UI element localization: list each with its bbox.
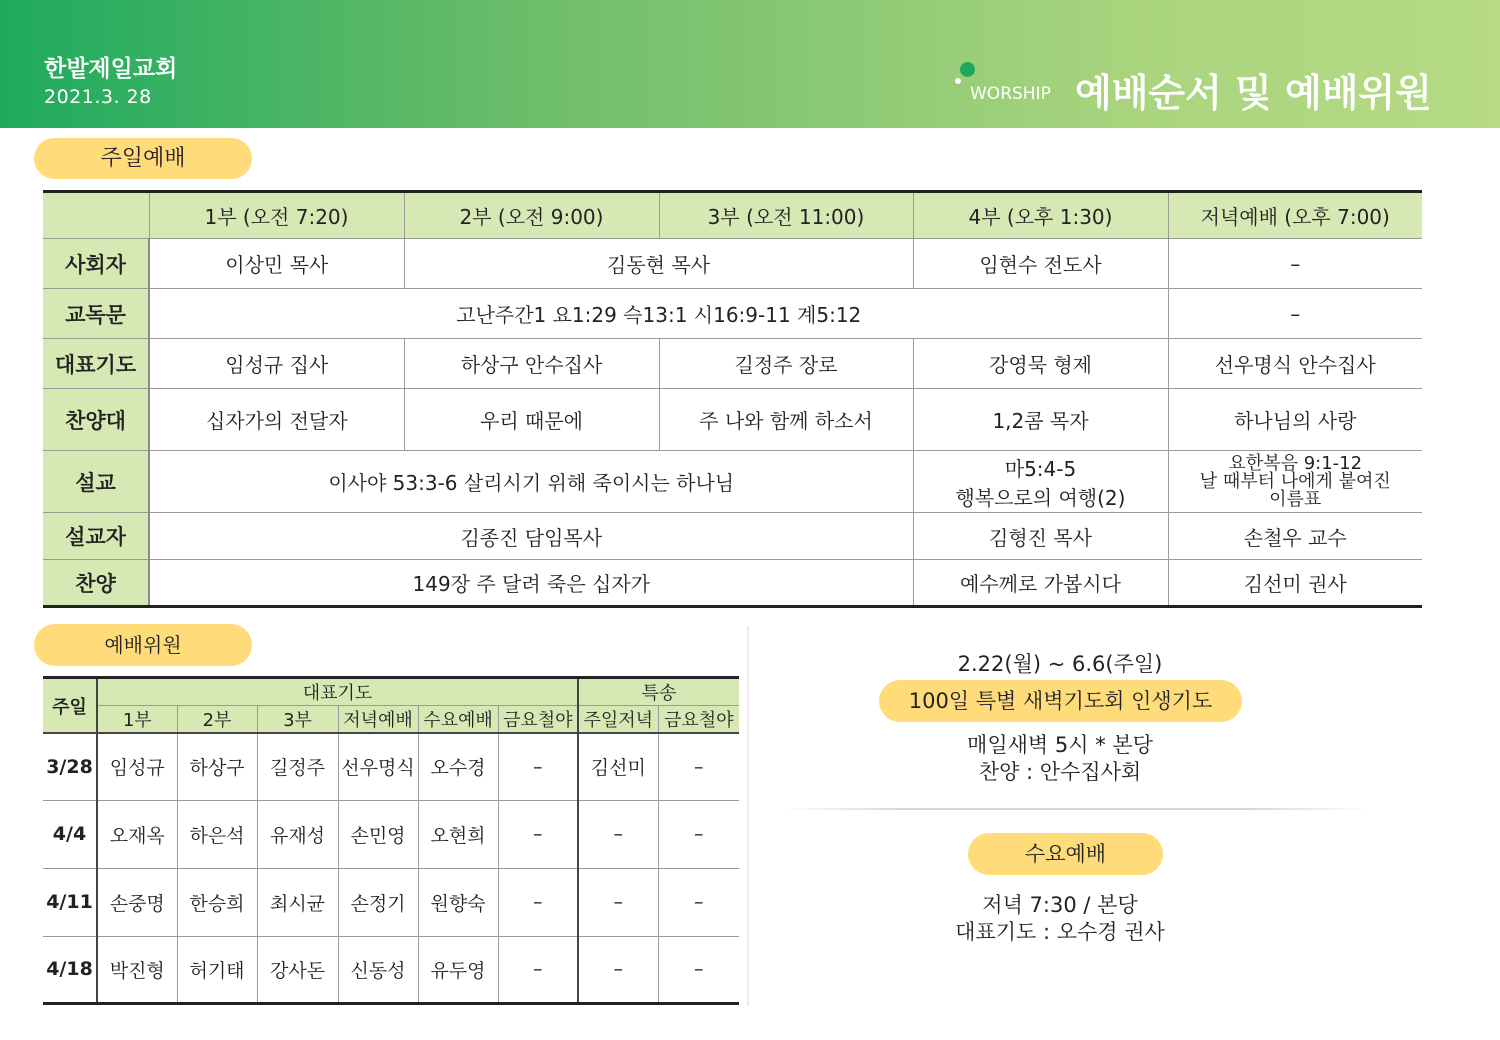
row-label: 설교자 bbox=[43, 513, 149, 560]
cell: – bbox=[498, 936, 578, 1003]
table-row bbox=[43, 733, 739, 800]
cell: 오재옥 bbox=[97, 800, 177, 868]
table-row bbox=[43, 800, 739, 868]
page-title: 예배순서 및 예배위원 bbox=[1075, 71, 1432, 115]
cell: – bbox=[658, 936, 739, 1003]
cell: 임현수 전도사 bbox=[913, 239, 1168, 289]
dawn-praise: 찬양 : 안수집사회 bbox=[978, 760, 1142, 784]
cell: 손정기 bbox=[338, 868, 418, 936]
cell: 이상민 목사 bbox=[149, 239, 404, 289]
column-header: 3부 (오전 11:00) bbox=[659, 192, 913, 239]
cell: 149장 주 달려 죽은 십자가 bbox=[149, 560, 913, 607]
cell: 손철우 교수 bbox=[1168, 513, 1422, 560]
cell: 1,2콤 목자 bbox=[913, 389, 1168, 451]
table-row bbox=[43, 239, 1422, 289]
column-header: 저녁예배 (오후 7:00) bbox=[1168, 192, 1422, 239]
vertical-divider bbox=[747, 626, 749, 1006]
cell: 하상구 안수집사 bbox=[404, 339, 659, 389]
column-header: 3부 bbox=[257, 706, 338, 734]
column-header: 금요철야 bbox=[658, 706, 739, 734]
sermon-title: 이름표 bbox=[1269, 488, 1322, 510]
cell: – bbox=[1168, 239, 1422, 289]
cell: 유두영 bbox=[418, 936, 498, 1003]
sermon-text: 요한복음 9:1-12 bbox=[1228, 452, 1363, 474]
column-header: 대표기도 bbox=[97, 678, 578, 706]
cell: 손중명 bbox=[97, 868, 177, 936]
table-row bbox=[43, 936, 739, 1003]
column-header: 금요철야 bbox=[498, 706, 578, 734]
cell: 한승희 bbox=[177, 868, 257, 936]
table-row bbox=[43, 289, 1422, 339]
cell: 오수경 bbox=[418, 733, 498, 800]
cell: 최시균 bbox=[257, 868, 338, 936]
table-header-row bbox=[43, 706, 739, 734]
cell: – bbox=[578, 868, 658, 936]
table-row bbox=[43, 560, 1422, 607]
sunday-worship-pill: 주일예배 bbox=[34, 138, 252, 179]
cell: 우리 때문에 bbox=[404, 389, 659, 451]
table-row bbox=[43, 389, 1422, 451]
header-banner bbox=[0, 0, 1500, 128]
cell: 하상구 bbox=[177, 733, 257, 800]
cell: – bbox=[658, 868, 739, 936]
white-dot-icon bbox=[955, 78, 961, 84]
horizontal-divider bbox=[780, 808, 1370, 810]
cell: 길정주 장로 bbox=[659, 339, 913, 389]
row-label: 대표기도 bbox=[43, 339, 149, 389]
column-header: 1부 bbox=[97, 706, 177, 734]
column-header: 수요예배 bbox=[418, 706, 498, 734]
cell: 길정주 bbox=[257, 733, 338, 800]
column-header: 저녁예배 bbox=[338, 706, 418, 734]
row-label: 찬양 bbox=[43, 560, 149, 607]
cell: 오현희 bbox=[418, 800, 498, 868]
bulletin-date: 2021.3. 28 bbox=[44, 86, 152, 108]
cell bbox=[1168, 451, 1422, 513]
committee-pill: 예배위원 bbox=[34, 624, 252, 666]
cell: 김형진 목사 bbox=[913, 513, 1168, 560]
date-cell: 3/28 bbox=[43, 733, 97, 800]
table-row bbox=[43, 513, 1422, 560]
cell: – bbox=[498, 733, 578, 800]
cell: – bbox=[658, 733, 739, 800]
table-header-row bbox=[43, 192, 1422, 239]
dawn-period: 2.22(월) ~ 6.6(주일) bbox=[957, 652, 1163, 676]
column-header: 주일 bbox=[43, 678, 97, 734]
cell: 임성규 집사 bbox=[149, 339, 404, 389]
row-label: 찬양대 bbox=[43, 389, 149, 451]
green-dot-icon bbox=[960, 62, 975, 77]
wednesday-worship-pill: 수요예배 bbox=[968, 833, 1163, 875]
dawn-time: 매일새벽 5시 * 본당 bbox=[967, 733, 1153, 757]
column-header: 2부 bbox=[177, 706, 257, 734]
cell: 김동현 목사 bbox=[404, 239, 913, 289]
cell: 하은석 bbox=[177, 800, 257, 868]
cell: 임성규 bbox=[97, 733, 177, 800]
sermon-title: 행복으로의 여행(2) bbox=[955, 485, 1126, 510]
sermon-text: 마5:4-5 bbox=[1004, 456, 1077, 481]
cell: – bbox=[498, 868, 578, 936]
cell: 십자가의 전달자 bbox=[149, 389, 404, 451]
cell: 원향숙 bbox=[418, 868, 498, 936]
cell: 예수께로 가봅시다 bbox=[913, 560, 1168, 607]
cell: 선우명식 bbox=[338, 733, 418, 800]
cell: 손민영 bbox=[338, 800, 418, 868]
cell: 하나님의 사랑 bbox=[1168, 389, 1422, 451]
cell: 선우명식 안수집사 bbox=[1168, 339, 1422, 389]
church-name: 한밭제일교회 bbox=[44, 56, 178, 82]
dawn-prayer-pill: 100일 특별 새벽기도회 인생기도 bbox=[879, 680, 1242, 722]
cell: 고난주간1 요1:29 슥13:1 시16:9-11 계5:12 bbox=[149, 289, 1168, 339]
sunday-schedule-table bbox=[43, 190, 1422, 608]
cell bbox=[913, 451, 1168, 513]
worship-label: WORSHIP bbox=[970, 84, 1051, 104]
column-header: 특송 bbox=[578, 678, 739, 706]
row-label: 교독문 bbox=[43, 289, 149, 339]
sermon-title: 날 때부터 나에게 붙여진 bbox=[1199, 470, 1391, 492]
cell: 강영묵 형제 bbox=[913, 339, 1168, 389]
cell: 허기태 bbox=[177, 936, 257, 1003]
cell: 김종진 담임목사 bbox=[149, 513, 913, 560]
row-label: 사회자 bbox=[43, 239, 149, 289]
cell: 박진형 bbox=[97, 936, 177, 1003]
cell: 주 나와 함께 하소서 bbox=[659, 389, 913, 451]
table-row bbox=[43, 339, 1422, 389]
column-header: 주일저녁 bbox=[578, 706, 658, 734]
cell: 유재성 bbox=[257, 800, 338, 868]
cell: 김선미 권사 bbox=[1168, 560, 1422, 607]
committee-table bbox=[43, 676, 739, 1005]
cell: – bbox=[578, 800, 658, 868]
table-row bbox=[43, 868, 739, 936]
corner-cell bbox=[43, 192, 149, 239]
cell: – bbox=[658, 800, 739, 868]
table-header-row bbox=[43, 678, 739, 706]
wednesday-prayer: 대표기도 : 오수경 권사 bbox=[955, 920, 1165, 944]
column-header: 1부 (오전 7:20) bbox=[149, 192, 404, 239]
date-cell: 4/4 bbox=[43, 800, 97, 868]
wednesday-time: 저녁 7:30 / 본당 bbox=[982, 893, 1138, 917]
column-header: 2부 (오전 9:00) bbox=[404, 192, 659, 239]
cell: 김선미 bbox=[578, 733, 658, 800]
cell: – bbox=[578, 936, 658, 1003]
cell: 이사야 53:3-6 살리시기 위해 죽이시는 하나님 bbox=[149, 451, 913, 513]
cell: – bbox=[1168, 289, 1422, 339]
table-row bbox=[43, 451, 1422, 513]
cell: 신동성 bbox=[338, 936, 418, 1003]
cell: 강사돈 bbox=[257, 936, 338, 1003]
date-cell: 4/18 bbox=[43, 936, 97, 1003]
date-cell: 4/11 bbox=[43, 868, 97, 936]
cell: – bbox=[498, 800, 578, 868]
row-label: 설교 bbox=[43, 451, 149, 513]
column-header: 4부 (오후 1:30) bbox=[913, 192, 1168, 239]
